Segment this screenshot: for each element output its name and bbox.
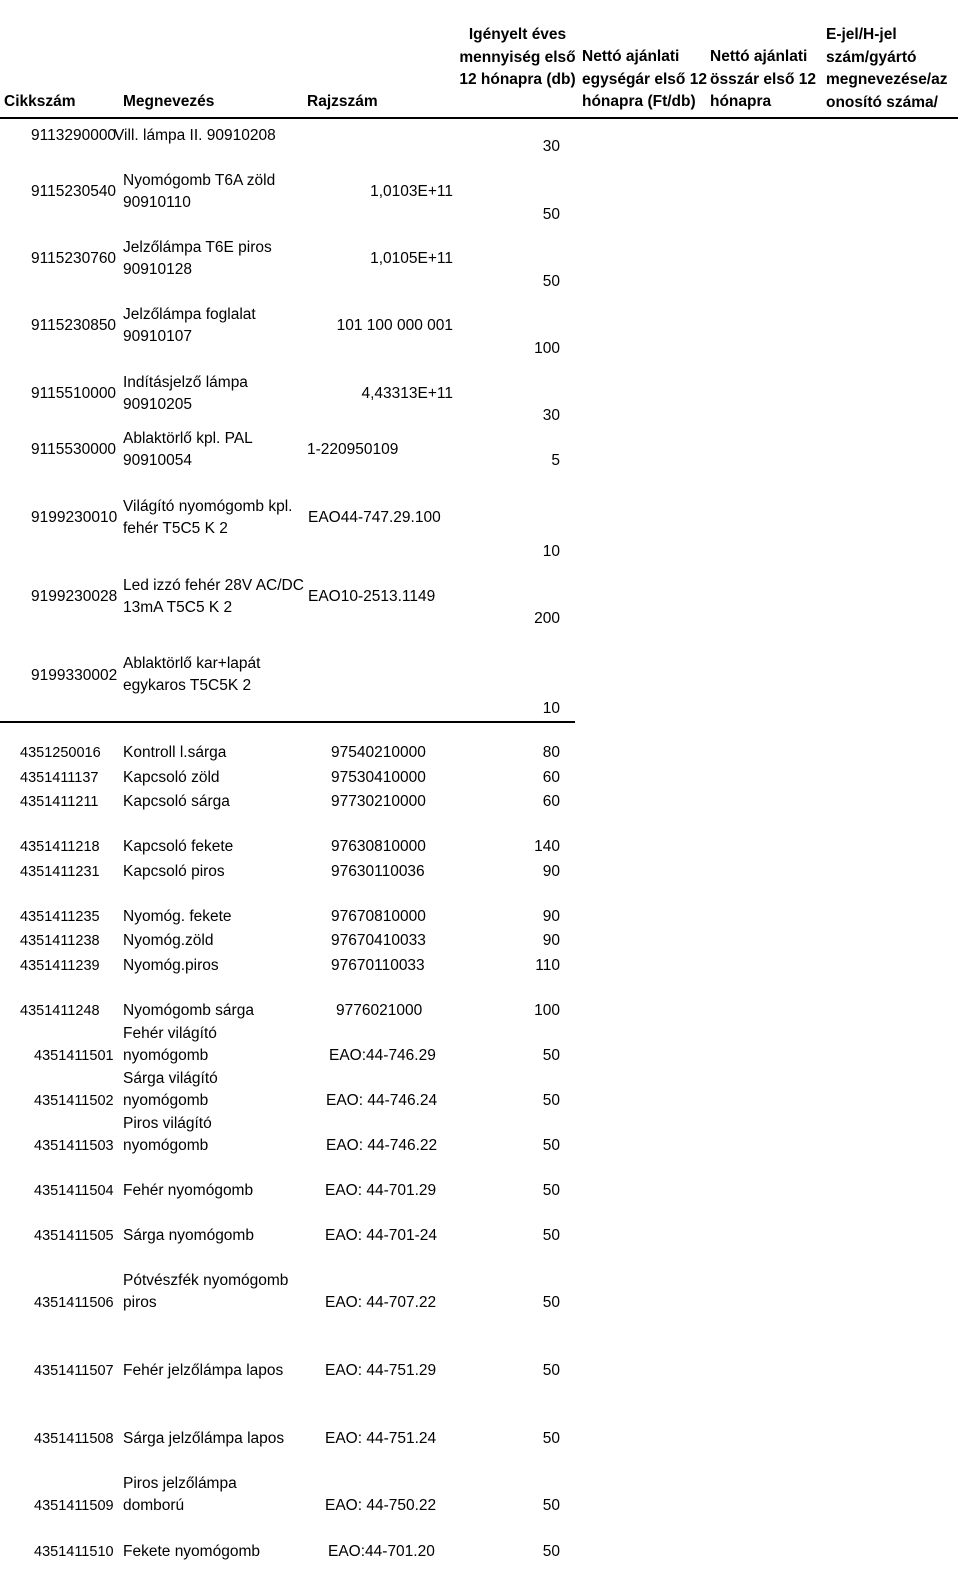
row-13-qty: 90	[542, 863, 560, 880]
row-5-name-line-2: 90910054	[123, 452, 192, 469]
row-7-cikkszam: 9199230028	[31, 588, 118, 605]
row-1-name-line-1: Nyomógomb T6A zöld	[123, 172, 276, 189]
row-19-qty: 50	[542, 1092, 560, 1109]
row-16-rajz: 97670110033	[331, 957, 425, 974]
row-19-name-line-1: Sárga világító	[123, 1070, 218, 1087]
row-16-cikkszam: 4351411239	[20, 958, 100, 974]
col-header-ejel	[826, 24, 948, 114]
row-2-rajz: 1,0105E+11	[370, 250, 453, 267]
row-12-name: Kapcsoló fekete	[123, 838, 234, 855]
row-12-qty: 140	[534, 838, 560, 855]
row-3-cikkszam: 9115230850	[31, 317, 117, 334]
row-5-name-line-1: Ablaktörlő kpl. PAL	[123, 430, 253, 447]
row-0-name: Vill. lámpa II. 90910208	[114, 127, 276, 144]
row-11-cikkszam: 4351411211	[20, 794, 99, 810]
row-4-qty: 30	[542, 407, 560, 424]
row-14-cikkszam: 4351411235	[20, 909, 100, 925]
row-17-cikkszam: 4351411248	[20, 1003, 100, 1019]
row-5-rajz: 1-220950109	[307, 441, 399, 458]
col-header-ejel-line-4: onosító száma/	[826, 93, 938, 111]
row-26-name-line-1: Piros jelzőlámpa	[123, 1475, 237, 1492]
row-2-cikkszam: 9115230760	[31, 250, 117, 267]
col-header-igenyelt-line-2: mennyiség első	[459, 48, 576, 66]
col-header-osszar	[710, 46, 816, 114]
row-7-rajz: EAO10-2513.1149	[308, 588, 436, 605]
row-8-qty: 10	[542, 700, 560, 717]
row-3-name-line-1: Jelzőlámpa foglalat	[123, 306, 256, 323]
row-10-cikkszam: 4351411137	[20, 770, 99, 786]
col-header-osszar-line-1: Nettó ajánlati	[710, 48, 808, 65]
col-header-osszar-line-3: hónapra	[710, 93, 772, 110]
row-21-cikkszam: 4351411504	[34, 1183, 114, 1199]
col-header-rajzszam: Rajzszám	[307, 93, 378, 110]
row-18-name-line-1: Fehér világító	[123, 1025, 217, 1042]
row-10-rajz: 97530410000	[331, 769, 426, 786]
row-0-qty: 30	[542, 138, 560, 155]
row-20-qty: 50	[542, 1137, 560, 1154]
row-23-name-line-1: Pótvészfék nyomógomb	[123, 1272, 289, 1289]
row-25-rajz: EAO: 44-751.24	[325, 1430, 437, 1447]
row-17-name: Nyomógomb sárga	[123, 1002, 254, 1019]
row-2-name-line-2: 90910128	[123, 261, 192, 278]
row-27-rajz: EAO:44-701.20	[328, 1543, 435, 1560]
row-2-name-line-1: Jelzőlámpa T6E piros	[123, 239, 272, 256]
row-26-qty: 50	[542, 1497, 560, 1514]
row-18-qty: 50	[542, 1047, 560, 1064]
row-13-name: Kapcsoló piros	[123, 863, 225, 880]
row-22-cikkszam: 4351411505	[34, 1228, 114, 1244]
row-1-cikkszam: 9115230540	[31, 183, 117, 200]
row-27-cikkszam: 4351411510	[34, 1544, 114, 1560]
row-26-name-line-2: domború	[123, 1497, 185, 1514]
row-22-name: Sárga nyomógomb	[123, 1227, 254, 1244]
row-8-name-line-2: egykaros T5C5K 2	[123, 677, 252, 694]
row-27-qty: 50	[542, 1543, 560, 1560]
row-3-name-line-2: 90910107	[123, 328, 192, 345]
row-12-rajz: 97630810000	[331, 838, 426, 855]
row-5-qty: 5	[551, 452, 560, 469]
col-header-igenyelt	[455, 24, 580, 92]
row-21-name: Fehér nyomógomb	[123, 1182, 254, 1199]
col-header-igenyelt-line-1: Igényelt éves	[468, 26, 567, 43]
row-0-cikkszam: 9113290000	[31, 127, 117, 144]
row-9-name: Kontroll l.sárga	[123, 744, 227, 761]
row-15-rajz: 97670410033	[331, 932, 426, 949]
row-15-name: Nyomóg.zöld	[123, 932, 214, 949]
col-header-igenyelt-line-3: 12 hónapra (db)	[459, 71, 576, 88]
row-4-name-line-2: 90910205	[123, 396, 192, 413]
row-20-name-line-2: nyomógomb	[123, 1137, 209, 1154]
row-24-name: Fehér jelzőlámpa lapos	[123, 1362, 284, 1379]
row-11-name: Kapcsoló sárga	[123, 793, 230, 810]
row-23-qty: 50	[542, 1294, 560, 1311]
row-21-qty: 50	[542, 1182, 560, 1199]
row-1-qty: 50	[542, 206, 560, 223]
col-header-megnevezes: Megnevezés	[123, 93, 215, 110]
row-18-rajz: EAO:44-746.29	[329, 1047, 436, 1064]
row-22-rajz: EAO: 44-701-24	[325, 1227, 438, 1244]
row-4-name-line-1: Indításjelző lámpa	[123, 374, 248, 391]
row-25-name: Sárga jelzőlámpa lapos	[123, 1430, 285, 1447]
col-header-ejel-line-3: megnevezése/az	[826, 71, 948, 88]
col-header-ejel-line-1: E-jel/H-jel	[826, 26, 897, 43]
row-20-rajz: EAO: 44-746.22	[326, 1137, 438, 1154]
row-5-cikkszam: 9115530000	[31, 441, 117, 458]
row-13-cikkszam: 4351411231	[20, 864, 100, 880]
row-8-cikkszam: 9199330002	[31, 667, 118, 684]
row-19-cikkszam: 4351411502	[34, 1093, 114, 1109]
header-divider	[0, 117, 958, 119]
row-25-cikkszam: 4351411508	[34, 1431, 114, 1447]
col-header-egysegar-line-1: Nettó ajánlati	[582, 48, 680, 65]
row-6-qty: 10	[542, 543, 560, 560]
row-16-qty: 110	[535, 957, 560, 974]
row-22-qty: 50	[542, 1227, 560, 1244]
row-11-rajz: 97730210000	[331, 793, 426, 810]
row-23-cikkszam: 4351411506	[34, 1295, 114, 1311]
col-header-ejel-line-2: szám/gyártó	[826, 48, 917, 66]
row-9-rajz: 97540210000	[331, 744, 426, 761]
col-header-egysegar-line-3: hónapra (Ft/db)	[582, 93, 696, 110]
row-4-rajz: 4,43313E+11	[361, 385, 453, 402]
col-header-egysegar-line-2: egységár első 12	[582, 70, 707, 88]
row-7-name-line-2: 13mA T5C5 K 2	[123, 599, 233, 616]
row-18-cikkszam: 4351411501	[34, 1048, 114, 1064]
row-7-qty: 200	[534, 610, 560, 627]
row-10-name: Kapcsoló zöld	[123, 769, 220, 786]
row-17-qty: 100	[534, 1002, 560, 1019]
row-14-qty: 90	[542, 908, 560, 925]
row-15-qty: 90	[542, 932, 560, 949]
row-19-rajz: EAO: 44-746.24	[326, 1092, 438, 1109]
row-20-cikkszam: 4351411503	[34, 1138, 114, 1154]
row-24-cikkszam: 4351411507	[34, 1363, 114, 1379]
row-23-name-line-2: piros	[123, 1294, 157, 1311]
row-6-rajz: EAO44-747.29.100	[308, 509, 441, 526]
row-3-rajz: 101 100 000 001	[336, 317, 453, 334]
row-19-name-line-2: nyomógomb	[123, 1092, 209, 1109]
row-25-qty: 50	[542, 1430, 560, 1447]
row-6-cikkszam: 9199230010	[31, 509, 118, 526]
row-21-rajz: EAO: 44-701.29	[325, 1182, 437, 1199]
row-8-name-line-1: Ablaktörlő kar+lapát	[123, 655, 261, 672]
row-1-rajz: 1,0103E+11	[370, 183, 453, 200]
row-2-qty: 50	[542, 273, 560, 290]
row-1-name-line-2: 90910110	[123, 194, 191, 211]
section-divider	[0, 721, 575, 723]
row-27-name: Fekete nyomógomb	[123, 1543, 260, 1560]
row-3-qty: 100	[534, 340, 560, 357]
row-26-cikkszam: 4351411509	[34, 1498, 114, 1514]
row-23-rajz: EAO: 44-707.22	[325, 1294, 437, 1311]
row-24-qty: 50	[542, 1362, 560, 1379]
row-17-rajz: 9776021000	[336, 1002, 423, 1019]
row-26-rajz: EAO: 44-750.22	[325, 1497, 437, 1514]
row-9-cikkszam: 4351250016	[20, 745, 101, 761]
row-18-name-line-2: nyomógomb	[123, 1047, 209, 1064]
row-12-cikkszam: 4351411218	[20, 839, 100, 855]
row-6-name-line-1: Világító nyomógomb kpl.	[123, 498, 293, 515]
row-10-qty: 60	[542, 769, 560, 786]
row-14-rajz: 97670810000	[331, 908, 426, 925]
row-16-name: Nyomóg.piros	[123, 957, 219, 974]
row-14-name: Nyomóg. fekete	[123, 908, 232, 925]
row-9-qty: 80	[542, 744, 560, 761]
row-24-rajz: EAO: 44-751.29	[325, 1362, 437, 1379]
row-15-cikkszam: 4351411238	[20, 933, 100, 949]
row-20-name-line-1: Piros világító	[123, 1115, 212, 1132]
row-4-cikkszam: 9115510000	[31, 385, 117, 402]
row-6-name-line-2: fehér T5C5 K 2	[123, 520, 228, 537]
col-header-osszar-line-2: összár első 12	[710, 70, 816, 88]
col-header-egysegar	[582, 46, 707, 114]
row-7-name-line-1: Led izzó fehér 28V AC/DC	[123, 577, 304, 594]
row-11-qty: 60	[542, 793, 560, 810]
row-13-rajz: 97630110036	[331, 863, 425, 880]
col-header-cikkszam: Cikkszám	[4, 93, 76, 110]
